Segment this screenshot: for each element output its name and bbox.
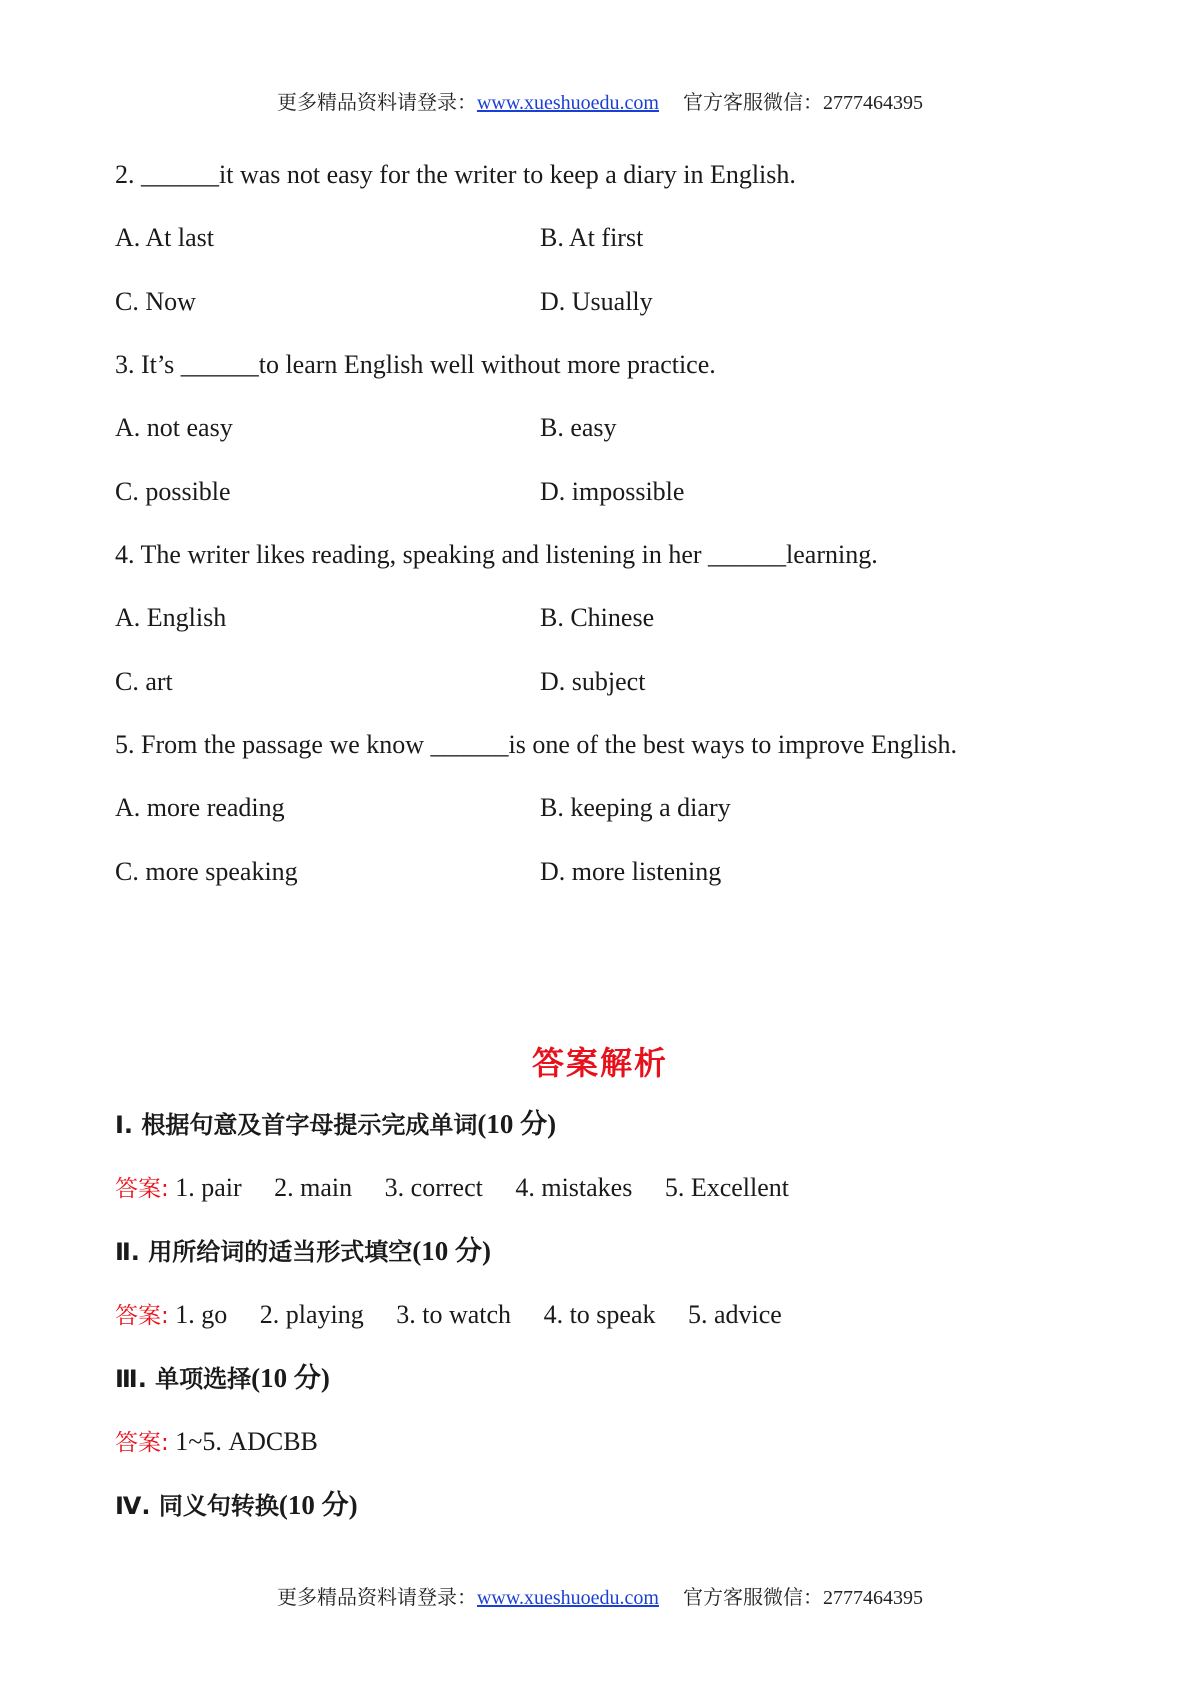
header-website-link[interactable]: www.xueshuoedu.com — [476, 92, 659, 114]
answer-item: 3. correct — [384, 1173, 483, 1202]
answer-label: 答案: — [115, 1303, 169, 1329]
section-2-score: (10 分) — [412, 1236, 492, 1266]
section-1-score: (10 分) — [477, 1109, 557, 1139]
question-4-option-d: D. subject — [540, 667, 646, 696]
answer-label: 答案: — [115, 1430, 169, 1456]
section-1-heading — [115, 1108, 556, 1141]
question-5-option-d: D. more listening — [540, 857, 722, 886]
question-2-option-a: A. At last — [115, 223, 214, 252]
section-3-score: (10 分) — [251, 1363, 330, 1393]
answer-item: 4. to speak — [543, 1300, 656, 1329]
question-5-option-a: A. more reading — [115, 793, 285, 822]
section-4-heading — [115, 1489, 358, 1522]
question-5-option-b: B. keeping a diary — [540, 793, 731, 822]
answers-title: 答案解析 — [531, 1044, 668, 1082]
answer-item: 2. main — [274, 1173, 353, 1202]
answer-label: 答案: — [115, 1176, 169, 1202]
answer-item: 2. playing — [259, 1300, 364, 1329]
question-3-option-b: B. easy — [540, 413, 617, 442]
question-4-option-b: B. Chinese — [540, 603, 655, 632]
footer-wechat: 官方客服微信：2777464395 — [683, 1587, 923, 1609]
page-footer — [0, 1581, 1200, 1610]
question-2-option-c: C. Now — [115, 287, 196, 316]
question-4-option-c: C. art — [115, 667, 173, 696]
answer-item: 1. go — [175, 1300, 228, 1329]
footer-website-link[interactable]: www.xueshuoedu.com — [476, 1587, 659, 1609]
answer-item: 5. Excellent — [664, 1173, 790, 1202]
question-2-option-b: B. At first — [540, 223, 644, 252]
question-2-stem: 2. ______it was not easy for the writer to keep a diary in English. — [115, 160, 796, 189]
section-3-heading — [115, 1362, 330, 1395]
question-2-option-d: D. Usually — [540, 287, 653, 316]
section-3-answers — [115, 1426, 344, 1459]
answer-item: 5. advice — [687, 1300, 782, 1329]
question-3-option-a: A. not easy — [115, 413, 233, 442]
page-header — [0, 86, 1200, 115]
section-4-score: (10 分) — [278, 1490, 358, 1520]
answer-item: 4. mistakes — [515, 1173, 633, 1202]
header-prefix: 更多精品资料请登录： — [276, 92, 477, 114]
question-4-option-a: A. English — [115, 603, 227, 632]
question-3-stem: 3. It’s ______to learn English well without more practice. — [115, 350, 716, 379]
header-wechat: 官方客服微信：2777464395 — [683, 92, 923, 114]
section-1-heading-text: Ⅰ. 根据句意及首字母提示完成单词 — [115, 1111, 478, 1139]
section-2-heading — [115, 1235, 491, 1268]
section-2-answers — [115, 1299, 808, 1332]
question-5-option-c: C. more speaking — [115, 857, 298, 886]
section-3-heading-text: Ⅲ. 单项选择 — [115, 1365, 252, 1393]
answer-item: 3. to watch — [396, 1300, 512, 1329]
section-1-answers — [115, 1172, 815, 1205]
question-4-stem: 4. The writer likes reading, speaking and listening in her ______learning. — [115, 540, 878, 569]
answer-item: 1. pair — [175, 1173, 242, 1202]
answer-item: 1~5. ADCBB — [175, 1427, 318, 1456]
question-3-option-c: C. possible — [115, 477, 231, 506]
section-2-heading-text: Ⅱ. 用所给词的适当形式填空 — [115, 1238, 413, 1266]
question-5-stem: 5. From the passage we know ______is one of the best ways to improve English. — [115, 730, 957, 759]
footer-prefix: 更多精品资料请登录： — [276, 1587, 477, 1609]
question-3-option-d: D. impossible — [540, 477, 685, 506]
section-4-heading-text: Ⅳ. 同义句转换 — [115, 1492, 279, 1520]
